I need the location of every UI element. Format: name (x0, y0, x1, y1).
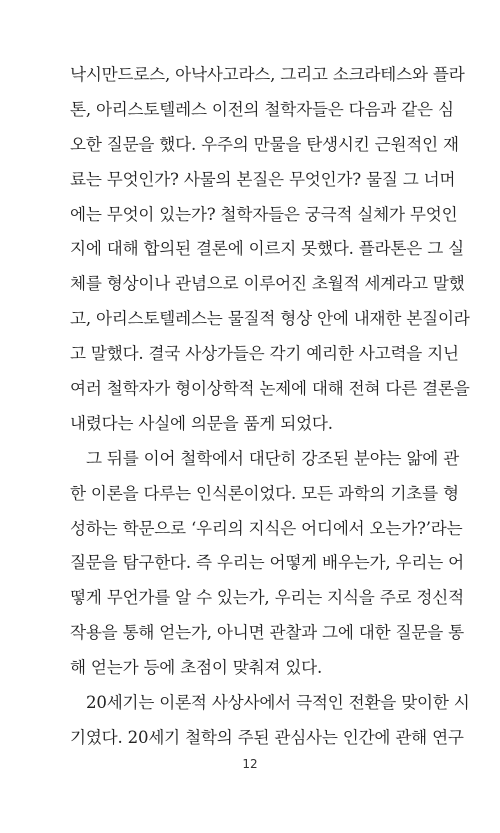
text-line: 20세기는 이론적 사상사에서 극적인 전환을 맞이한 시 (86, 693, 470, 713)
text-line: 내렸다는 사실에 의문을 품게 되었다. (70, 413, 333, 433)
page-number: 12 (242, 757, 258, 771)
text-line: 작용을 통해 얻는가, 아니면 관찰과 그에 대한 질문을 통 (70, 623, 464, 643)
text-line: 낙시만드로스, 아낙사고라스, 그리고 소크라테스와 플라 (70, 65, 465, 84)
text-line: 체를 형상이나 관념으로 이루어진 초월적 세계라고 말했 (70, 274, 465, 294)
text-line: 고 말했다. 결국 사상가들은 각기 예리한 사고력을 지닌 (70, 344, 459, 364)
text-line: 고, 아리스토텔레스는 물질적 형상 안에 내재한 본질이라 (70, 309, 470, 329)
text-line: 기였다. 20세기 철학의 주된 관심사는 인간에 관해 연구 (70, 727, 464, 747)
text-line: 에는 무엇이 있는가? 철학자들은 궁극적 실체가 무엇인 (70, 204, 458, 224)
text-line: 톤, 아리스토텔레스 이전의 철학자들은 다음과 같은 심 (70, 99, 454, 119)
text-line: 떻게 무언가를 알 수 있는가, 우리는 지식을 주로 정신적 (70, 588, 464, 608)
text-line: 료는 무엇인가? 사물의 본질은 무엇인가? 물질 그 너머 (70, 169, 456, 189)
text-line: 질문을 탐구한다. 즉 우리는 어떻게 배우는가, 우리는 어 (70, 553, 464, 573)
text-line: 성하는 학문으로 ‘우리의 지식은 어디에서 오는가?’라는 (70, 518, 463, 538)
text-line: 한 이론을 다루는 인식론이었다. 모든 과학의 기초를 형 (70, 483, 459, 503)
text-line: 여러 철학자가 형이상학적 논제에 대해 전혀 다른 결론을 (70, 379, 470, 399)
text-line: 해 얻는가 등에 초점이 맞춰져 있다. (70, 658, 323, 678)
text-line: 오한 질문을 했다. 우주의 만물을 탄생시킨 근원적인 재 (70, 134, 459, 154)
body-text (70, 58, 470, 756)
text-line: 그 뒤를 이어 철학에서 대단히 강조된 분야는 앎에 관 (86, 448, 460, 468)
text-line: 지에 대해 합의된 결론에 이르지 못했다. 플라톤은 그 실 (70, 239, 464, 259)
